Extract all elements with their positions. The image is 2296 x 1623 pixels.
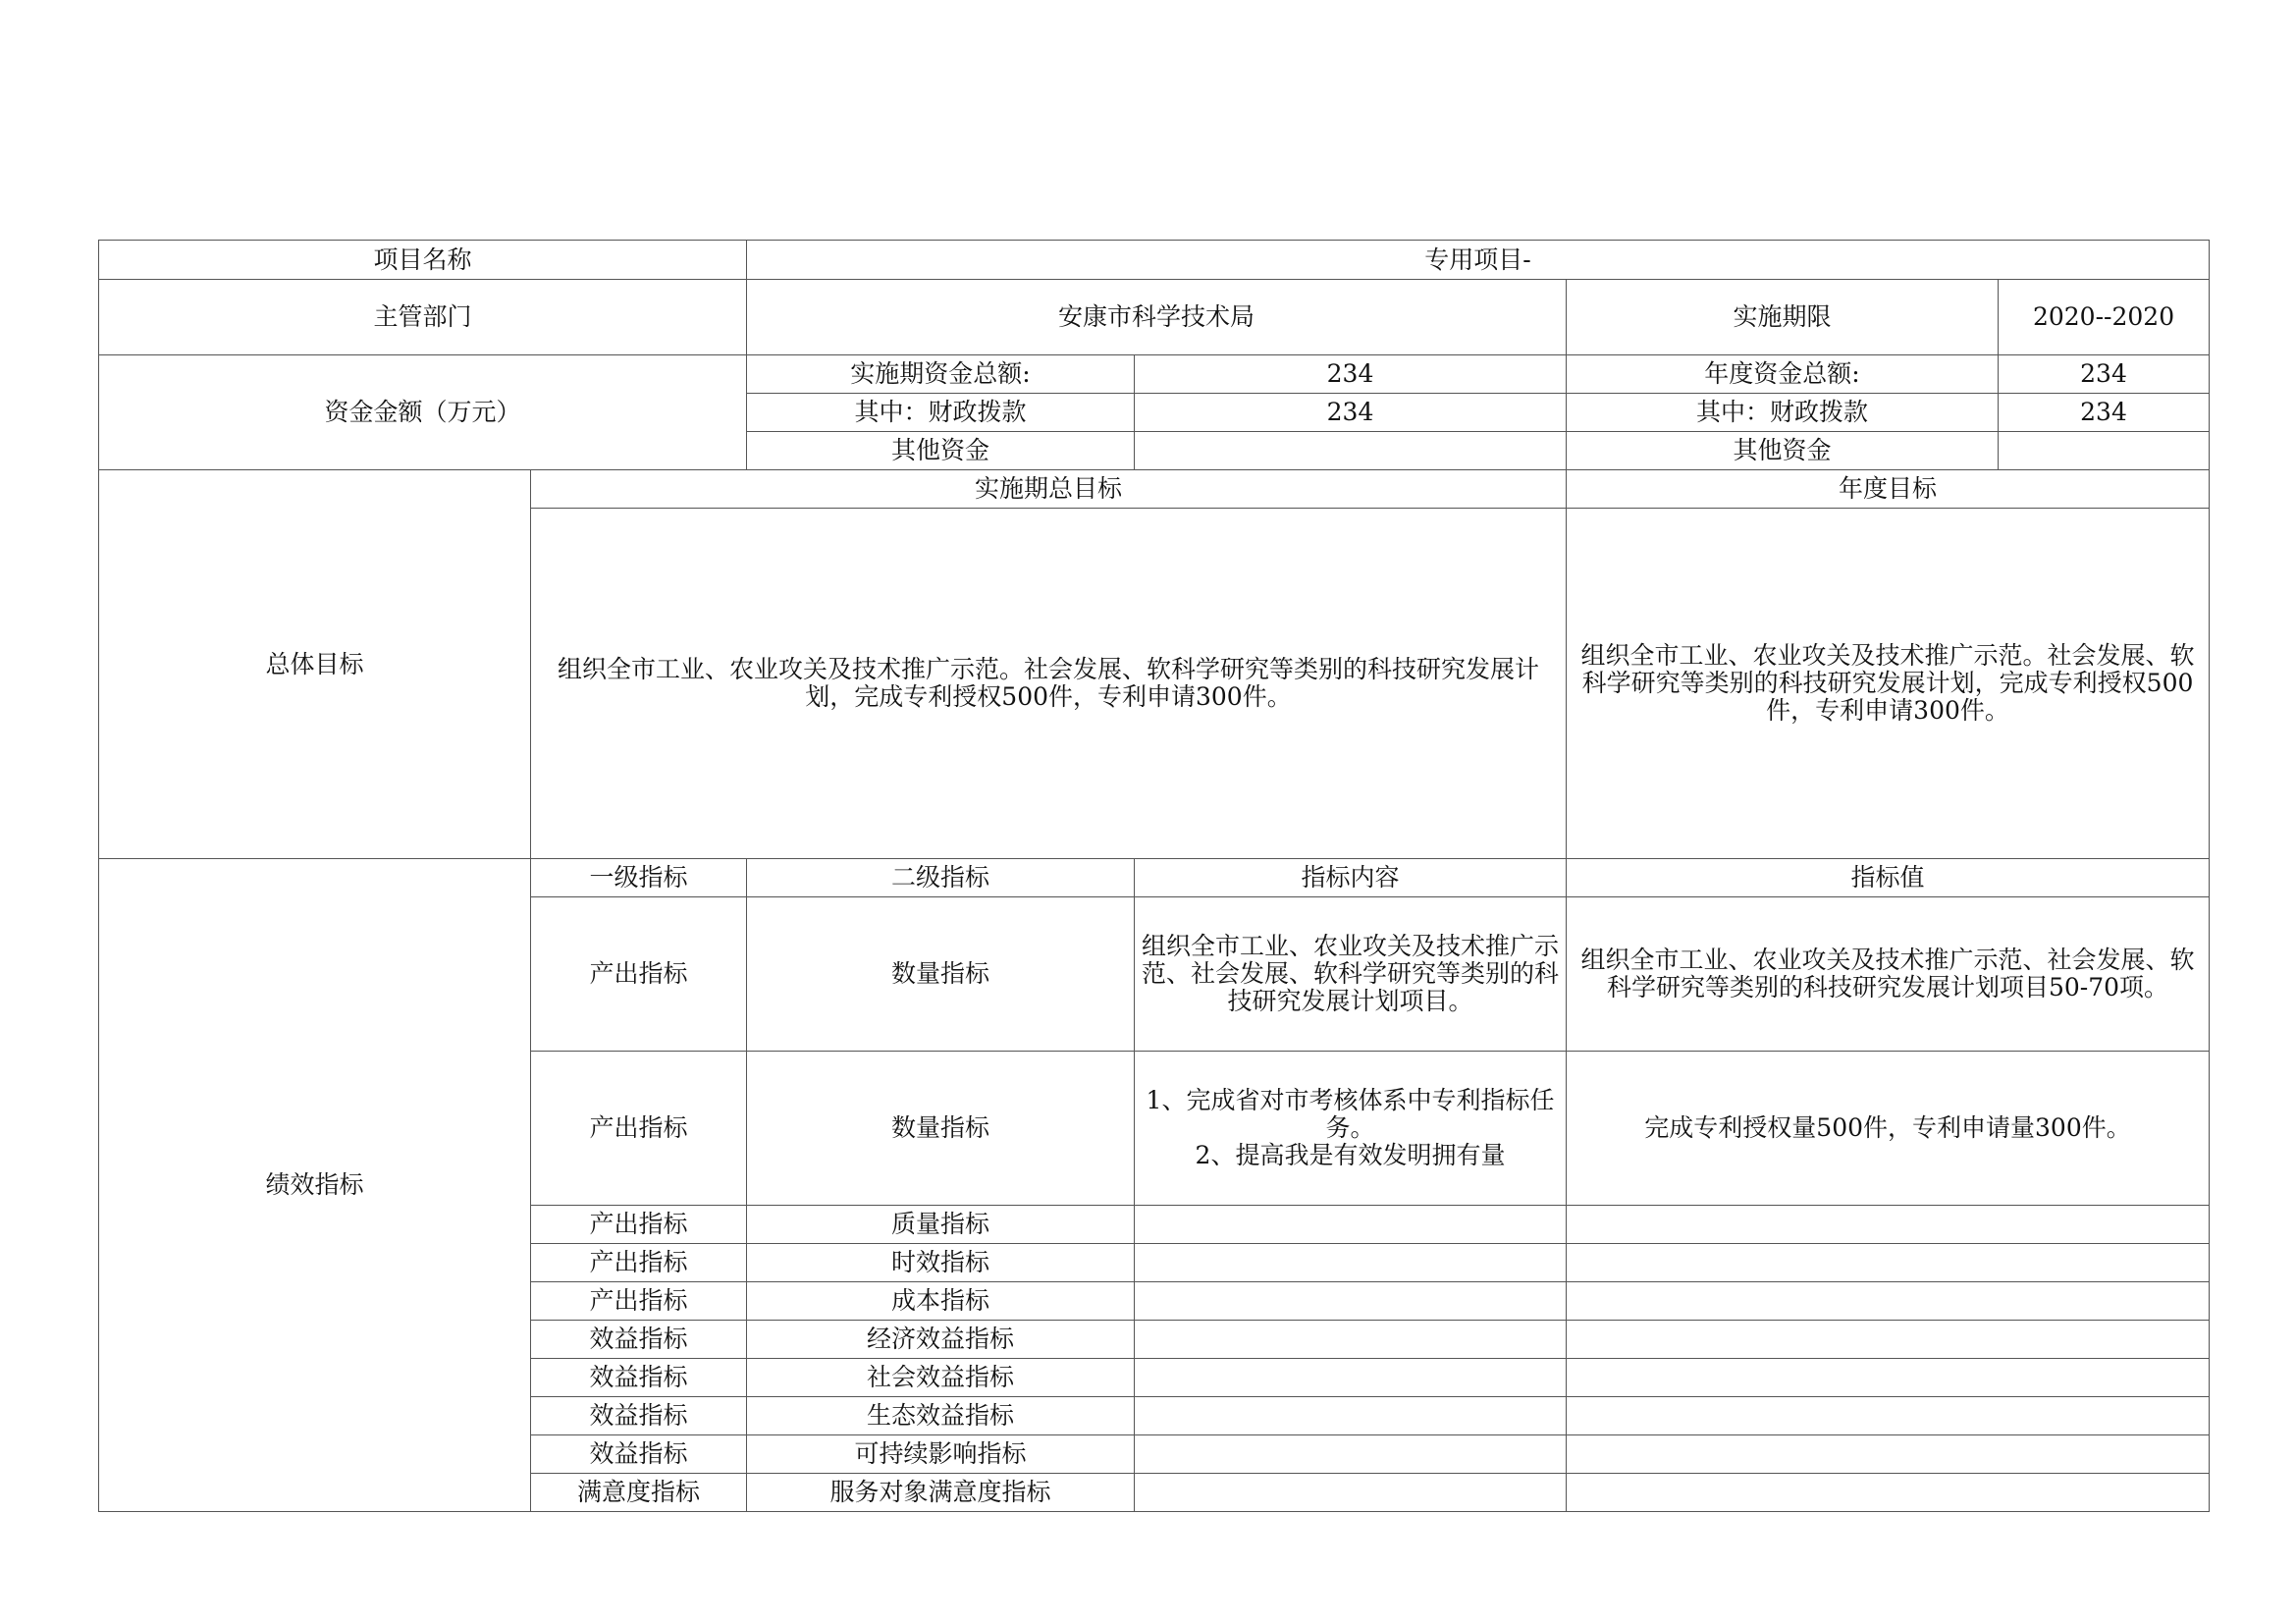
indicator-level2: 成本指标 bbox=[747, 1282, 1135, 1321]
indicator-level2: 时效指标 bbox=[747, 1244, 1135, 1282]
indicator-content: 1、完成省对市考核体系中专利指标任务。 2、提高我是有效发明拥有量 bbox=[1135, 1052, 1567, 1206]
indicator-level1: 效益指标 bbox=[531, 1397, 747, 1435]
form-grid bbox=[98, 240, 2210, 1512]
indicator-level2: 质量指标 bbox=[747, 1206, 1135, 1244]
indicator-content bbox=[1135, 1397, 1567, 1435]
indicator-level1: 满意度指标 bbox=[531, 1474, 747, 1512]
indicator-value: 完成专利授权量500件，专利申请量300件。 bbox=[1567, 1052, 2210, 1206]
indicator-level1: 效益指标 bbox=[531, 1435, 747, 1474]
funds-left-label: 其中：财政拨款 bbox=[747, 394, 1135, 432]
indicator-level1: 产出指标 bbox=[531, 1282, 747, 1321]
funds-left-value: 234 bbox=[1135, 355, 1567, 394]
period-label: 实施期限 bbox=[1567, 280, 1999, 355]
indicator-value bbox=[1567, 1435, 2210, 1474]
indicator-value: 组织全市工业、农业攻关及技术推广示范、社会发展、软科学研究等类别的科技研究发展计划项目50-70项。 bbox=[1567, 897, 2210, 1052]
funds-right-label: 其他资金 bbox=[1567, 432, 1999, 470]
indicator-header-level2: 二级指标 bbox=[747, 859, 1135, 897]
indicator-value bbox=[1567, 1359, 2210, 1397]
indicator-content bbox=[1135, 1206, 1567, 1244]
indicator-content bbox=[1135, 1244, 1567, 1282]
indicator-level2: 可持续影响指标 bbox=[747, 1435, 1135, 1474]
funds-right-label: 年度资金总额: bbox=[1567, 355, 1999, 394]
period-value: 2020--2020 bbox=[1999, 280, 2210, 355]
indicator-header-level1: 一级指标 bbox=[531, 859, 747, 897]
period-goal-text: 组织全市工业、农业攻关及技术推广示范。社会发展、软科学研究等类别的科技研究发展计划，完成专利授权500件，专利申请300件。 bbox=[531, 509, 1567, 859]
indicator-value bbox=[1567, 1474, 2210, 1512]
indicator-content bbox=[1135, 1321, 1567, 1359]
indicator-level1: 效益指标 bbox=[531, 1359, 747, 1397]
funds-left-value bbox=[1135, 432, 1567, 470]
annual-goal-header: 年度目标 bbox=[1567, 470, 2210, 509]
funds-right-value: 234 bbox=[1999, 394, 2210, 432]
funds-right-value: 234 bbox=[1999, 355, 2210, 394]
indicator-level2: 生态效益指标 bbox=[747, 1397, 1135, 1435]
goals-label: 总体目标 bbox=[99, 470, 531, 859]
funds-left-value: 234 bbox=[1135, 394, 1567, 432]
indicator-level1: 产出指标 bbox=[531, 897, 747, 1052]
indicator-content bbox=[1135, 1474, 1567, 1512]
funds-right-value bbox=[1999, 432, 2210, 470]
project-name-label: 项目名称 bbox=[99, 241, 747, 280]
department-label: 主管部门 bbox=[99, 280, 747, 355]
indicator-content: 组织全市工业、农业攻关及技术推广示范、社会发展、软科学研究等类别的科技研究发展计划项目。 bbox=[1135, 897, 1567, 1052]
funds-left-label: 实施期资金总额: bbox=[747, 355, 1135, 394]
indicator-level2: 社会效益指标 bbox=[747, 1359, 1135, 1397]
funds-right-label: 其中：财政拨款 bbox=[1567, 394, 1999, 432]
indicator-header-content: 指标内容 bbox=[1135, 859, 1567, 897]
indicator-level2: 经济效益指标 bbox=[747, 1321, 1135, 1359]
indicator-value bbox=[1567, 1206, 2210, 1244]
indicator-level1: 产出指标 bbox=[531, 1052, 747, 1206]
indicator-content bbox=[1135, 1435, 1567, 1474]
funds-label: 资金金额（万元） bbox=[99, 355, 747, 470]
indicator-level1: 产出指标 bbox=[531, 1206, 747, 1244]
indicator-level2: 数量指标 bbox=[747, 1052, 1135, 1206]
period-goal-header: 实施期总目标 bbox=[531, 470, 1567, 509]
indicator-header-value: 指标值 bbox=[1567, 859, 2210, 897]
indicator-value bbox=[1567, 1244, 2210, 1282]
annual-goal-text: 组织全市工业、农业攻关及技术推广示范。社会发展、软科学研究等类别的科技研究发展计划，完成专利授权500件，专利申请300件。 bbox=[1567, 509, 2210, 859]
indicator-level1: 产出指标 bbox=[531, 1244, 747, 1282]
indicator-value bbox=[1567, 1397, 2210, 1435]
department-value: 安康市科学技术局 bbox=[747, 280, 1567, 355]
funds-left-label: 其他资金 bbox=[747, 432, 1135, 470]
indicator-value bbox=[1567, 1282, 2210, 1321]
indicator-level2: 数量指标 bbox=[747, 897, 1135, 1052]
indicator-level2: 服务对象满意度指标 bbox=[747, 1474, 1135, 1512]
indicator-content bbox=[1135, 1282, 1567, 1321]
indicator-value bbox=[1567, 1321, 2210, 1359]
indicator-level1: 效益指标 bbox=[531, 1321, 747, 1359]
indicator-content bbox=[1135, 1359, 1567, 1397]
project-name-value: 专用项目- bbox=[747, 241, 2210, 280]
indicators-label: 绩效指标 bbox=[99, 859, 531, 1512]
